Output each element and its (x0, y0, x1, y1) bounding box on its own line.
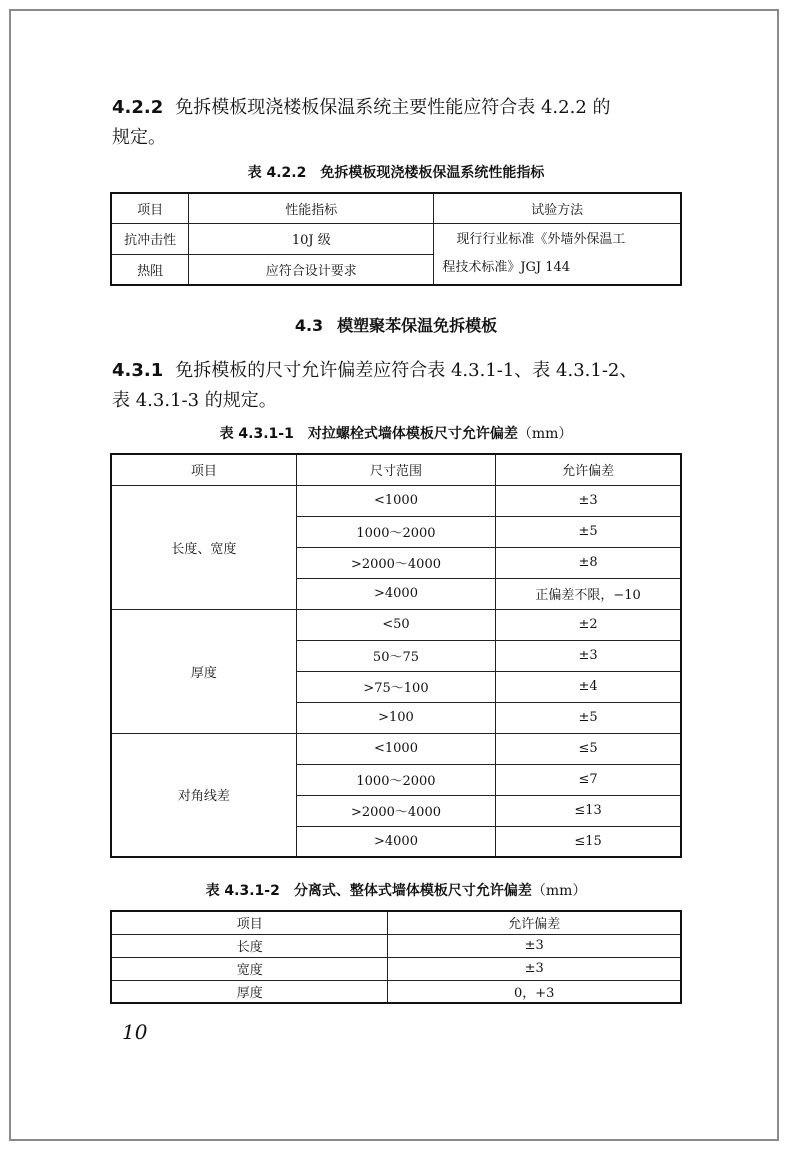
table-unit: （mm） (531, 883, 587, 899)
clause-text-line2: 表 4.3.1-3 的规定。 (112, 390, 277, 411)
table-title: 对拉螺栓式墙体模板尺寸允许偏差 (307, 426, 518, 442)
header-cell: 性能指标 (189, 193, 434, 223)
table-row (111, 609, 681, 640)
table-4-3-1-2 (110, 910, 682, 1004)
table-title: 免拆模板现浇楼板保温系统性能指标 (320, 165, 545, 181)
table-title: 分离式、整体式墙体模板尺寸允许偏差 (293, 883, 532, 899)
table-row (111, 980, 681, 1003)
clause-text-line1: 免拆模板的尺寸允许偏差应符合表 4.3.1-1、表 4.3.1-2、 (175, 360, 638, 381)
method-line2: 程技术标准》JGJ 144 (442, 259, 571, 275)
clause-text-line2: 规定。 (112, 127, 166, 148)
range-cell: >2000～4000 (296, 547, 495, 578)
tolerance-cell: 正偏差不限，−10 (496, 578, 681, 609)
table-row (111, 733, 681, 764)
tolerance-cell: ≤5 (496, 733, 681, 764)
item-cell: 长度 (111, 934, 388, 957)
header-cell: 项目 (111, 454, 296, 485)
header-cell: 项目 (111, 193, 189, 223)
item-cell: 厚度 (111, 980, 388, 1003)
tolerance-cell: ±3 (388, 957, 681, 980)
clause-4-3-1 (112, 356, 712, 416)
section-title: 模塑聚苯保温免拆模板 (337, 316, 498, 335)
section-4-3-heading (110, 313, 682, 336)
tolerance-cell: ±3 (388, 934, 681, 957)
range-cell: <1000 (296, 485, 495, 516)
range-cell: >2000～4000 (296, 795, 495, 826)
value-cell: 应符合设计要求 (189, 254, 434, 285)
page-number: 10 (122, 1020, 148, 1044)
range-cell: <1000 (296, 733, 495, 764)
table-row (111, 957, 681, 980)
table-4-2-2-caption (110, 162, 682, 182)
item-cell: 热阻 (111, 254, 189, 285)
table-unit: （mm） (517, 426, 573, 442)
table-row (111, 485, 681, 516)
range-cell: 1000～2000 (296, 764, 495, 795)
clause-number: 4.2.2 (112, 97, 164, 118)
table-number: 表 4.2.2 (247, 165, 307, 181)
tolerance-cell: ±5 (496, 702, 681, 733)
value-cell: 10J 级 (189, 223, 434, 254)
range-cell: >100 (296, 702, 495, 733)
table-row (111, 934, 681, 957)
tolerance-cell: 0，+3 (388, 980, 681, 1003)
tolerance-cell: ≤15 (496, 826, 681, 857)
range-cell: 1000～2000 (296, 516, 495, 547)
clause-4-2-2 (112, 93, 692, 153)
clause-text-line1: 免拆模板现浇楼板保温系统主要性能应符合表 4.2.2 的 (175, 97, 611, 118)
header-cell: 项目 (111, 911, 388, 934)
table-header-row (111, 193, 681, 223)
tolerance-cell: ≤7 (496, 764, 681, 795)
method-line1: 现行行业标准《外墙外保温工 (456, 231, 626, 247)
table-number: 表 4.3.1-2 (205, 883, 280, 899)
tolerance-cell: ±4 (496, 671, 681, 702)
table-header-row (111, 911, 681, 934)
item-cell: 抗冲击性 (111, 223, 189, 254)
tolerance-cell: ±3 (496, 640, 681, 671)
table-4-3-1-1-caption (110, 423, 682, 443)
table-4-3-1-2-caption (110, 880, 682, 900)
tolerance-cell: ±2 (496, 609, 681, 640)
header-cell: 尺寸范围 (296, 454, 495, 485)
range-cell: >75～100 (296, 671, 495, 702)
group-item-cell: 长度、宽度 (111, 485, 296, 609)
tolerance-cell: ±5 (496, 516, 681, 547)
group-item-cell: 对角线差 (111, 733, 296, 857)
item-cell: 宽度 (111, 957, 388, 980)
range-cell: 50～75 (296, 640, 495, 671)
table-number: 表 4.3.1-1 (219, 426, 294, 442)
table-row (111, 223, 681, 254)
method-cell (434, 223, 681, 285)
tolerance-cell: ≤13 (496, 795, 681, 826)
header-cell: 允许偏差 (388, 911, 681, 934)
range-cell: >4000 (296, 578, 495, 609)
tolerance-cell: ±3 (496, 485, 681, 516)
section-number: 4.3 (294, 316, 324, 335)
clause-number: 4.3.1 (112, 360, 164, 381)
table-4-3-1-1 (110, 453, 682, 858)
table-header-row (111, 454, 681, 485)
header-cell: 试验方法 (434, 193, 681, 223)
group-item-cell: 厚度 (111, 609, 296, 733)
tolerance-cell: ±8 (496, 547, 681, 578)
table-4-2-2 (110, 192, 682, 286)
range-cell: <50 (296, 609, 495, 640)
range-cell: >4000 (296, 826, 495, 857)
header-cell: 允许偏差 (496, 454, 681, 485)
